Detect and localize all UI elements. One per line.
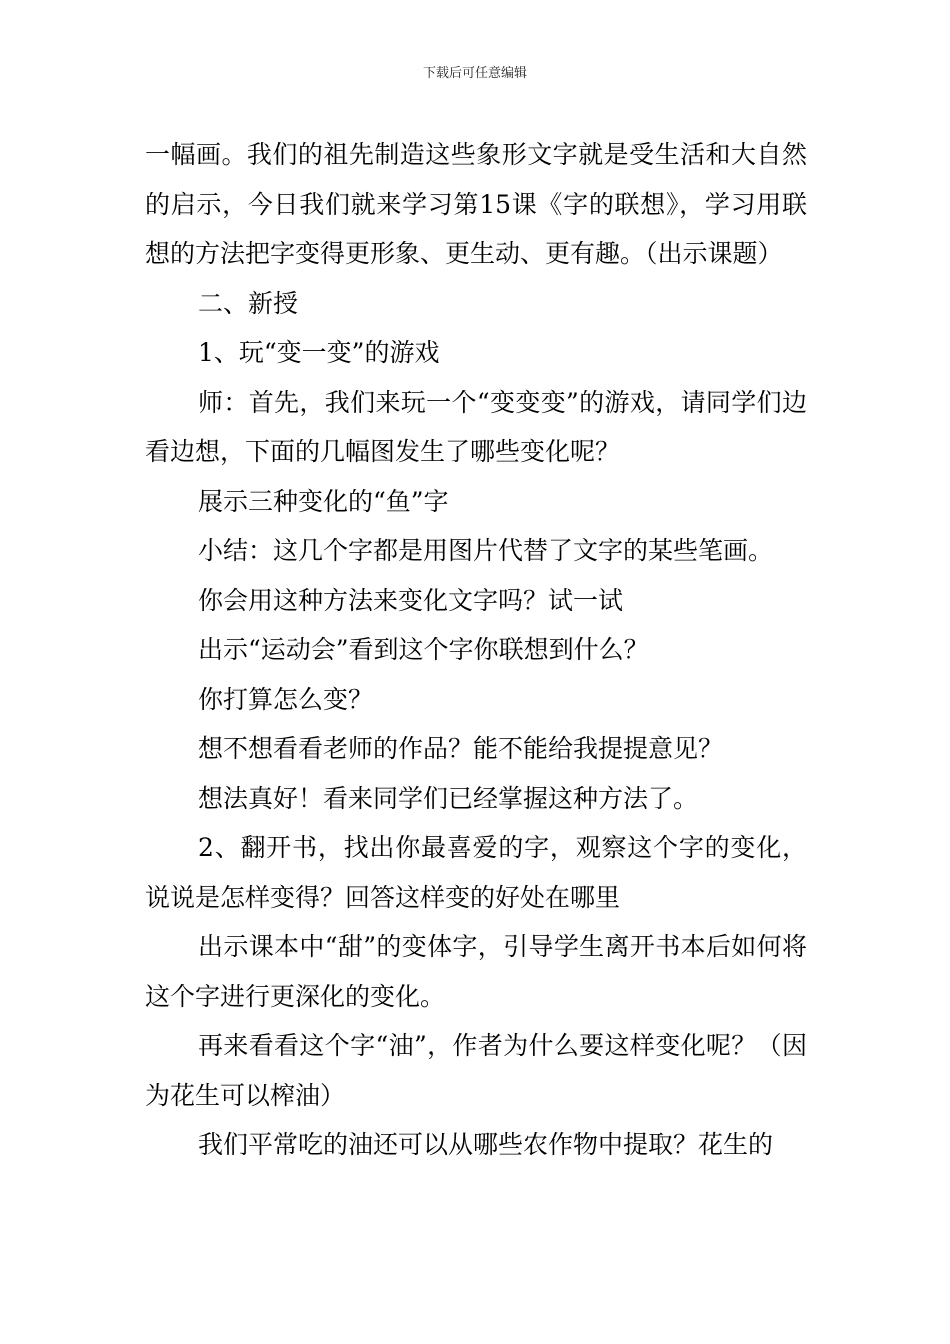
subsection-heading: 1、玩“变一变”的游戏 bbox=[198, 338, 440, 367]
paragraph: 想法真好！看来同学们已经掌握这种方法了。 bbox=[198, 783, 699, 813]
paragraph: 你打算怎么变？ bbox=[198, 684, 374, 714]
paragraph: 你会用这种方法来变化文字吗？试一试 bbox=[198, 585, 624, 615]
document-body bbox=[145, 130, 807, 1170]
page-header: 下载后可任意编辑 bbox=[422, 66, 527, 81]
paragraph: 想不想看看老师的作品？能不能给我提提意见？ bbox=[198, 734, 724, 763]
paragraph: 展示三种变化的“鱼”字 bbox=[198, 486, 449, 516]
paragraph: 一幅画。我们的祖先制造这些象形文字就是受生活和大自然的启示，今日我们就来学习第15课《字的联想》，学习用联想的方法把字变得更形象、更生动、更有趣。（出示课题） bbox=[145, 140, 807, 268]
paragraph: 再来看看这个字“油”，作者为什么要这样变化呢？（因为花生可以榨油） bbox=[145, 1031, 807, 1110]
paragraph: 我们平常吃的油还可以从哪些农作物中提取？花生的 bbox=[198, 1130, 774, 1159]
subsection-paragraph: 2、翻开书，找出你最喜爱的字，观察这个字的变化，说说是怎样变得？回答这样变的好处在哪里 bbox=[145, 833, 807, 912]
paragraph: 出示“运动会”看到这个字你联想到什么？ bbox=[198, 635, 649, 664]
paragraph: 小结：这几个字都是用图片代替了文字的某些笔画。 bbox=[198, 536, 774, 565]
section-heading: 二、新授 bbox=[198, 288, 299, 318]
paragraph: 师：首先，我们来玩一个“变变变”的游戏，请同学们边看边想，下面的几幅图发生了哪些变化呢？ bbox=[145, 387, 807, 466]
paragraph: 出示课本中“甜”的变体字，引导学生离开书本后如何将这个字进行更深化的变化。 bbox=[145, 932, 807, 1011]
